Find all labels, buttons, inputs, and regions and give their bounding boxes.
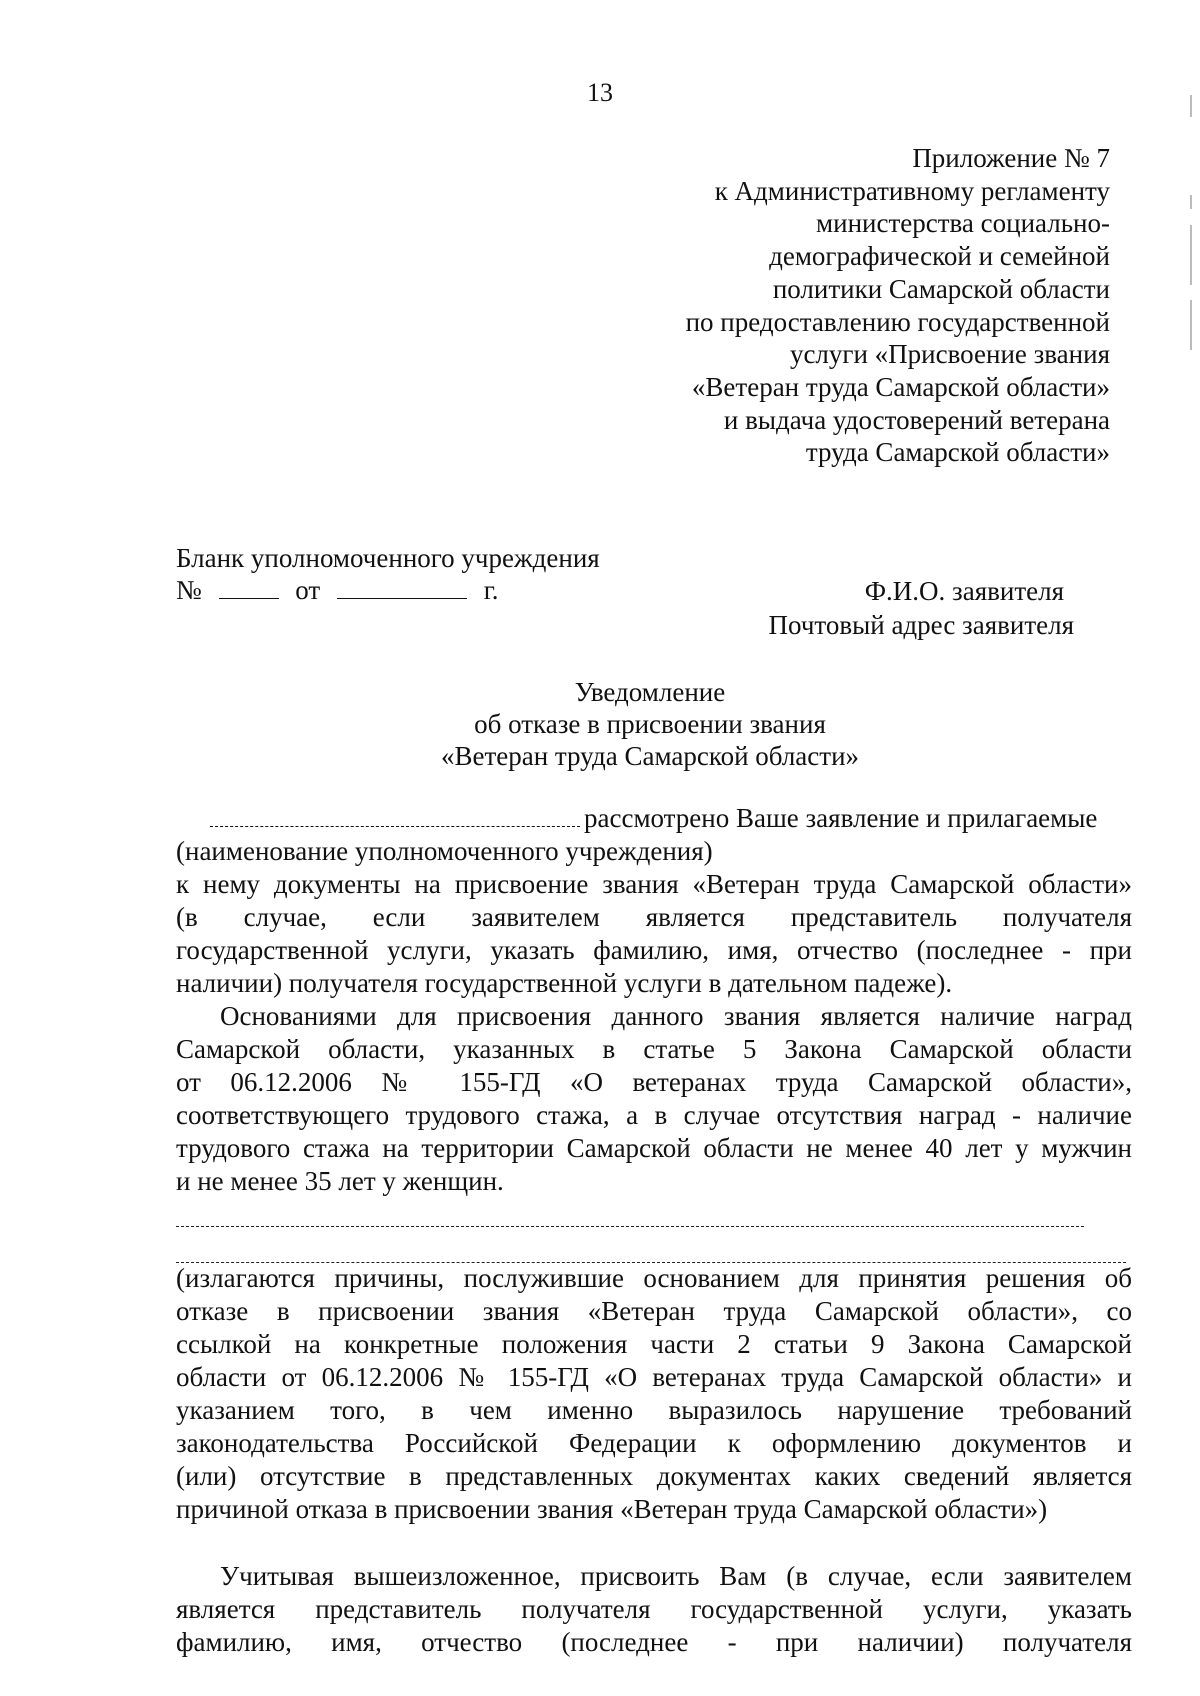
- paragraph-line: (или) отсутствие в представленных документах каких сведений является: [176, 1461, 1132, 1491]
- paragraph-line: Основаниями для присвоения данного звания является наличие наград: [220, 1001, 1132, 1031]
- appendix-line: к Административному регламенту: [714, 175, 1110, 206]
- paragraph-line: законодательства Российской Федерации к оформлению документов и: [176, 1428, 1132, 1458]
- scan-margin-mark: [1190, 95, 1192, 117]
- institution-line: [176, 802, 1132, 835]
- paragraph-line: Учитывая вышеизложенное, присвоить Вам (в случае, если заявителем: [220, 1561, 1132, 1591]
- recipient-address: Почтовый адрес заявителя: [768, 610, 1074, 640]
- paragraph-line: (излагаются причины, послужившие основанием для принятия решения об: [176, 1263, 1132, 1293]
- paragraph-line: Самарской области, указанных в статье 5 Закона Самарской области: [176, 1034, 1132, 1064]
- page-number: 13: [587, 78, 613, 107]
- paragraph-line: от 06.12.2006 № 155-ГД «О ветеранах труда Самарской области»,: [176, 1067, 1132, 1097]
- letterhead-number-line: [176, 574, 600, 606]
- year-label: г.: [483, 575, 499, 605]
- notice-title-line: «Ветеран труда Самарской области»: [440, 741, 860, 771]
- paragraph-line: фамилию, имя, отчество (последнее - при наличии) получателя: [176, 1627, 1132, 1657]
- institution-blank: [210, 826, 580, 827]
- date-blank: [337, 576, 467, 599]
- paragraph-line: и не менее 35 лет у женщин.: [176, 1166, 504, 1196]
- appendix-line: Приложение № 7: [912, 143, 1110, 173]
- appendix-line: по предоставлению государственной: [685, 306, 1110, 337]
- reason-blank-line: [176, 1226, 1084, 1227]
- appendix-line: услуги «Присвоение звания: [789, 339, 1110, 370]
- appendix-line: «Ветеран труда Самарской области»: [691, 371, 1110, 402]
- paragraph-line: отказе в присвоении звания «Ветеран труда Самарской области», со: [176, 1296, 1132, 1326]
- number-blank: [219, 576, 279, 599]
- letterhead-block: [176, 542, 600, 606]
- paragraph-line: области от 06.12.2006 № 155-ГД «О ветеранах труда Самарской области» и: [176, 1362, 1132, 1392]
- paragraph-line: наличии) получателя государственной услуги в дательном падеже).: [176, 968, 953, 998]
- notice-title-line: Уведомление: [574, 677, 726, 707]
- paragraph-line: указанием того, в чем именно выразилось нарушение требований: [176, 1395, 1132, 1425]
- paragraph-line: является представитель получателя государственной услуги, указать: [176, 1594, 1132, 1624]
- number-label: №: [176, 575, 202, 605]
- paragraph-line: (в случае, если заявителем является представитель получателя: [176, 902, 1132, 932]
- paragraph-grounds: [176, 1000, 1132, 1198]
- paragraph-line: государственной услуги, указать фамилию, имя, отчество (последнее - при: [176, 935, 1132, 965]
- appendix-line: труда Самарской области»: [805, 437, 1110, 468]
- appendix-line: и выдача удостоверений ветерана: [723, 404, 1110, 435]
- appendix-header: [490, 142, 1110, 469]
- paragraph-line: соответствующего трудового стажа, а в случае отсутствия наград - наличие: [176, 1100, 1132, 1130]
- date-from-label: от: [295, 575, 321, 605]
- paragraph-review: [176, 802, 1132, 1000]
- scan-margin-mark: [1190, 195, 1192, 209]
- appendix-line: политики Самарской области: [772, 273, 1110, 304]
- notice-title-line: об отказе в присвоении звания: [474, 709, 826, 739]
- appendix-line: министерства социально-: [816, 208, 1110, 239]
- paragraph-conclusion: [176, 1560, 1132, 1659]
- recipient-name: Ф.И.О. заявителя: [864, 576, 1064, 606]
- appendix-line: демографической и семейной: [769, 241, 1110, 272]
- paragraph-line: к нему документы на присвоение звания «Ветеран труда Самарской области»: [176, 869, 1132, 899]
- recipient-block: [769, 574, 1074, 642]
- paragraph-line: трудового стажа на территории Самарской области не менее 40 лет у мужчин: [176, 1133, 1132, 1163]
- notice-title: [0, 676, 1200, 772]
- institution-caption: (наименование уполномоченного учреждения): [176, 836, 713, 866]
- review-text: рассмотрено Ваше заявление и прилагаемые: [584, 803, 1098, 833]
- paragraph-line: причиной отказа в присвоении звания «Ветеран труда Самарской области»): [176, 1494, 1048, 1524]
- letterhead-title: Бланк уполномоченного учреждения: [176, 543, 600, 573]
- scan-margin-mark: [1190, 300, 1192, 350]
- scan-margin-mark: [1190, 225, 1192, 285]
- paragraph-line: ссылкой на конкретные положения части 2 статьи 9 Закона Самарской: [176, 1329, 1132, 1359]
- paragraph-reasons: [176, 1262, 1132, 1526]
